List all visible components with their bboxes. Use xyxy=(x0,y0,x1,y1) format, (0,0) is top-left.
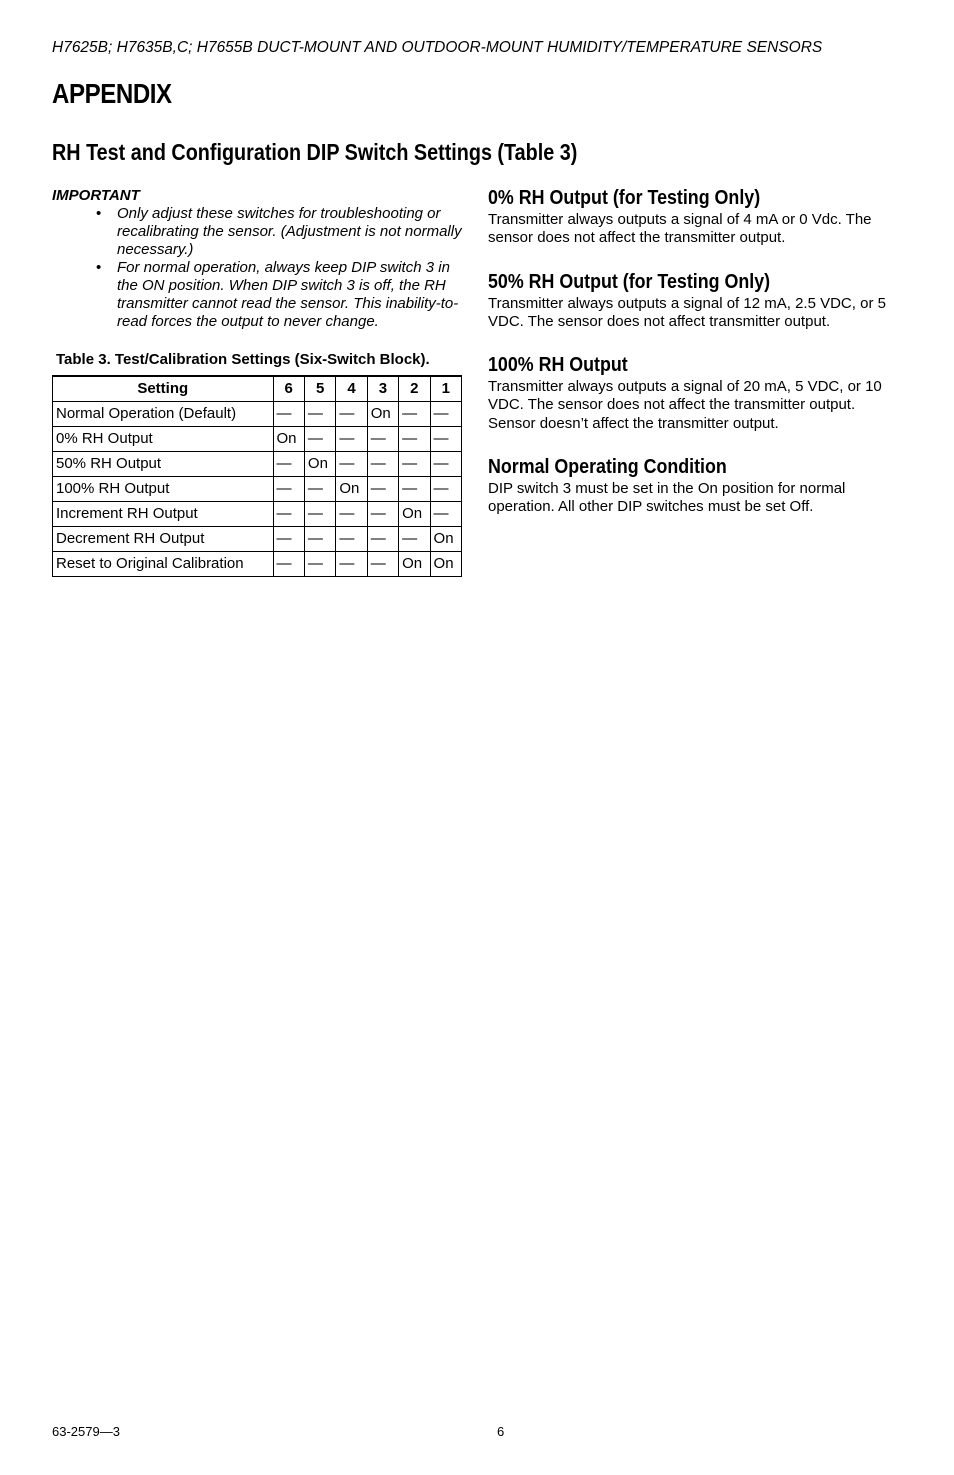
switch-cell: — xyxy=(273,477,304,502)
section-body: Transmitter always outputs a signal of 12 mA, 2.5 VDC, or 5 VDC. The sensor does not affect transmitter output. xyxy=(488,294,886,330)
header-switch-1: 1 xyxy=(430,376,461,402)
switch-cell: On xyxy=(304,452,335,477)
setting-cell: 50% RH Output xyxy=(53,452,274,477)
switch-cell: On xyxy=(367,402,398,427)
switch-cell: — xyxy=(304,477,335,502)
switch-cell: — xyxy=(399,452,430,477)
table-row xyxy=(53,402,462,427)
table-row xyxy=(53,477,462,502)
switch-cell: — xyxy=(399,402,430,427)
footer-doc-number: 63-2579—3 xyxy=(52,1424,120,1439)
setting-cell: Increment RH Output xyxy=(53,502,274,527)
important-bullet-text: For normal operation, always keep DIP switch 3 in the ON position. When DIP switch 3 is off, the RH transmitter cannot read the sensor. This inability-to-read forces the output to never change. xyxy=(117,259,459,330)
switch-cell: On xyxy=(336,477,367,502)
section-heading: 100% RH Output xyxy=(488,353,628,377)
switch-cell: — xyxy=(336,527,367,552)
section-body: Transmitter always outputs a signal of 4 mA or 0 Vdc. The sensor does not affect the transmitter output. xyxy=(488,211,872,247)
switch-cell: On xyxy=(273,427,304,452)
header-switch-3: 3 xyxy=(367,376,398,402)
setting-cell: Normal Operation (Default) xyxy=(53,402,274,427)
right-column xyxy=(488,185,903,538)
switch-cell: — xyxy=(430,452,461,477)
left-column xyxy=(52,187,464,577)
section-50-rh-output xyxy=(488,269,903,332)
switch-cell: — xyxy=(273,502,304,527)
table-caption: Table 3. Test/Calibration Settings (Six-Switch Block). xyxy=(56,351,430,368)
switch-cell: — xyxy=(367,452,398,477)
setting-cell: 100% RH Output xyxy=(53,477,274,502)
important-label: IMPORTANT xyxy=(52,187,140,204)
section-body: DIP switch 3 must be set in the On position for normal operation. All other DIP switches must be set Off. xyxy=(488,480,846,516)
footer-page-number: 6 xyxy=(497,1424,505,1439)
table-header-row xyxy=(53,376,462,402)
header-switch-6: 6 xyxy=(273,376,304,402)
section-0-rh-output xyxy=(488,185,903,248)
switch-cell: — xyxy=(399,527,430,552)
dip-switch-table xyxy=(52,375,462,577)
switch-cell: — xyxy=(399,477,430,502)
switch-cell: — xyxy=(430,477,461,502)
switch-cell: — xyxy=(273,402,304,427)
switch-cell: — xyxy=(336,552,367,577)
switch-cell: — xyxy=(367,477,398,502)
bullet-mark: • xyxy=(96,259,102,276)
switch-cell: — xyxy=(336,402,367,427)
switch-cell: — xyxy=(304,527,335,552)
switch-cell: — xyxy=(336,427,367,452)
running-header: H7625B; H7635B,C; H7655B DUCT-MOUNT AND OUTDOOR-MOUNT HUMIDITY/TEMPERATURE SENSORS xyxy=(52,39,823,56)
switch-cell: On xyxy=(430,527,461,552)
subsection-title: RH Test and Configuration DIP Switch Settings (Table 3) xyxy=(52,139,578,165)
important-bullet-list xyxy=(52,205,464,331)
setting-cell: 0% RH Output xyxy=(53,427,274,452)
switch-cell: On xyxy=(430,552,461,577)
bullet-mark: • xyxy=(96,205,102,222)
switch-cell: — xyxy=(367,527,398,552)
switch-cell: — xyxy=(336,452,367,477)
header-switch-5: 5 xyxy=(304,376,335,402)
switch-cell: — xyxy=(399,427,430,452)
switch-cell: — xyxy=(336,502,367,527)
switch-cell: — xyxy=(430,402,461,427)
section-heading: Normal Operating Condition xyxy=(488,455,727,479)
header-switch-2: 2 xyxy=(399,376,430,402)
setting-cell: Decrement RH Output xyxy=(53,527,274,552)
table-row xyxy=(53,427,462,452)
switch-cell: — xyxy=(304,502,335,527)
header-switch-4: 4 xyxy=(336,376,367,402)
table-row xyxy=(53,452,462,477)
section-heading: 50% RH Output (for Testing Only) xyxy=(488,269,771,293)
table-row xyxy=(53,527,462,552)
section-body: Transmitter always outputs a signal of 20 mA, 5 VDC, or 10 VDC. The sensor does not affect the transmitter output. Sensor doesn’t affect the transmitter output. xyxy=(488,378,882,432)
section-100-rh-output xyxy=(488,352,903,433)
section-normal-operating-condition xyxy=(488,454,903,517)
header-setting: Setting xyxy=(53,376,274,402)
section-heading: 0% RH Output (for Testing Only) xyxy=(488,186,761,209)
switch-cell: On xyxy=(399,502,430,527)
setting-cell: Reset to Original Calibration xyxy=(53,552,274,577)
table-row xyxy=(53,552,462,577)
switch-cell: — xyxy=(273,452,304,477)
switch-cell: — xyxy=(430,502,461,527)
switch-cell: — xyxy=(367,552,398,577)
important-bullet-text: Only adjust these switches for troubleshooting or recalibrating the sensor. (Adjustment is not normally necessary.) xyxy=(117,205,462,258)
table-row xyxy=(53,502,462,527)
switch-cell: — xyxy=(304,402,335,427)
switch-cell: — xyxy=(367,502,398,527)
switch-cell: On xyxy=(399,552,430,577)
important-bullet xyxy=(52,259,464,331)
switch-cell: — xyxy=(367,427,398,452)
switch-cell: — xyxy=(304,552,335,577)
switch-cell: — xyxy=(273,527,304,552)
switch-cell: — xyxy=(430,427,461,452)
switch-cell: — xyxy=(273,552,304,577)
switch-cell: — xyxy=(304,427,335,452)
section-title: APPENDIX xyxy=(52,78,172,109)
important-bullet xyxy=(52,205,464,259)
